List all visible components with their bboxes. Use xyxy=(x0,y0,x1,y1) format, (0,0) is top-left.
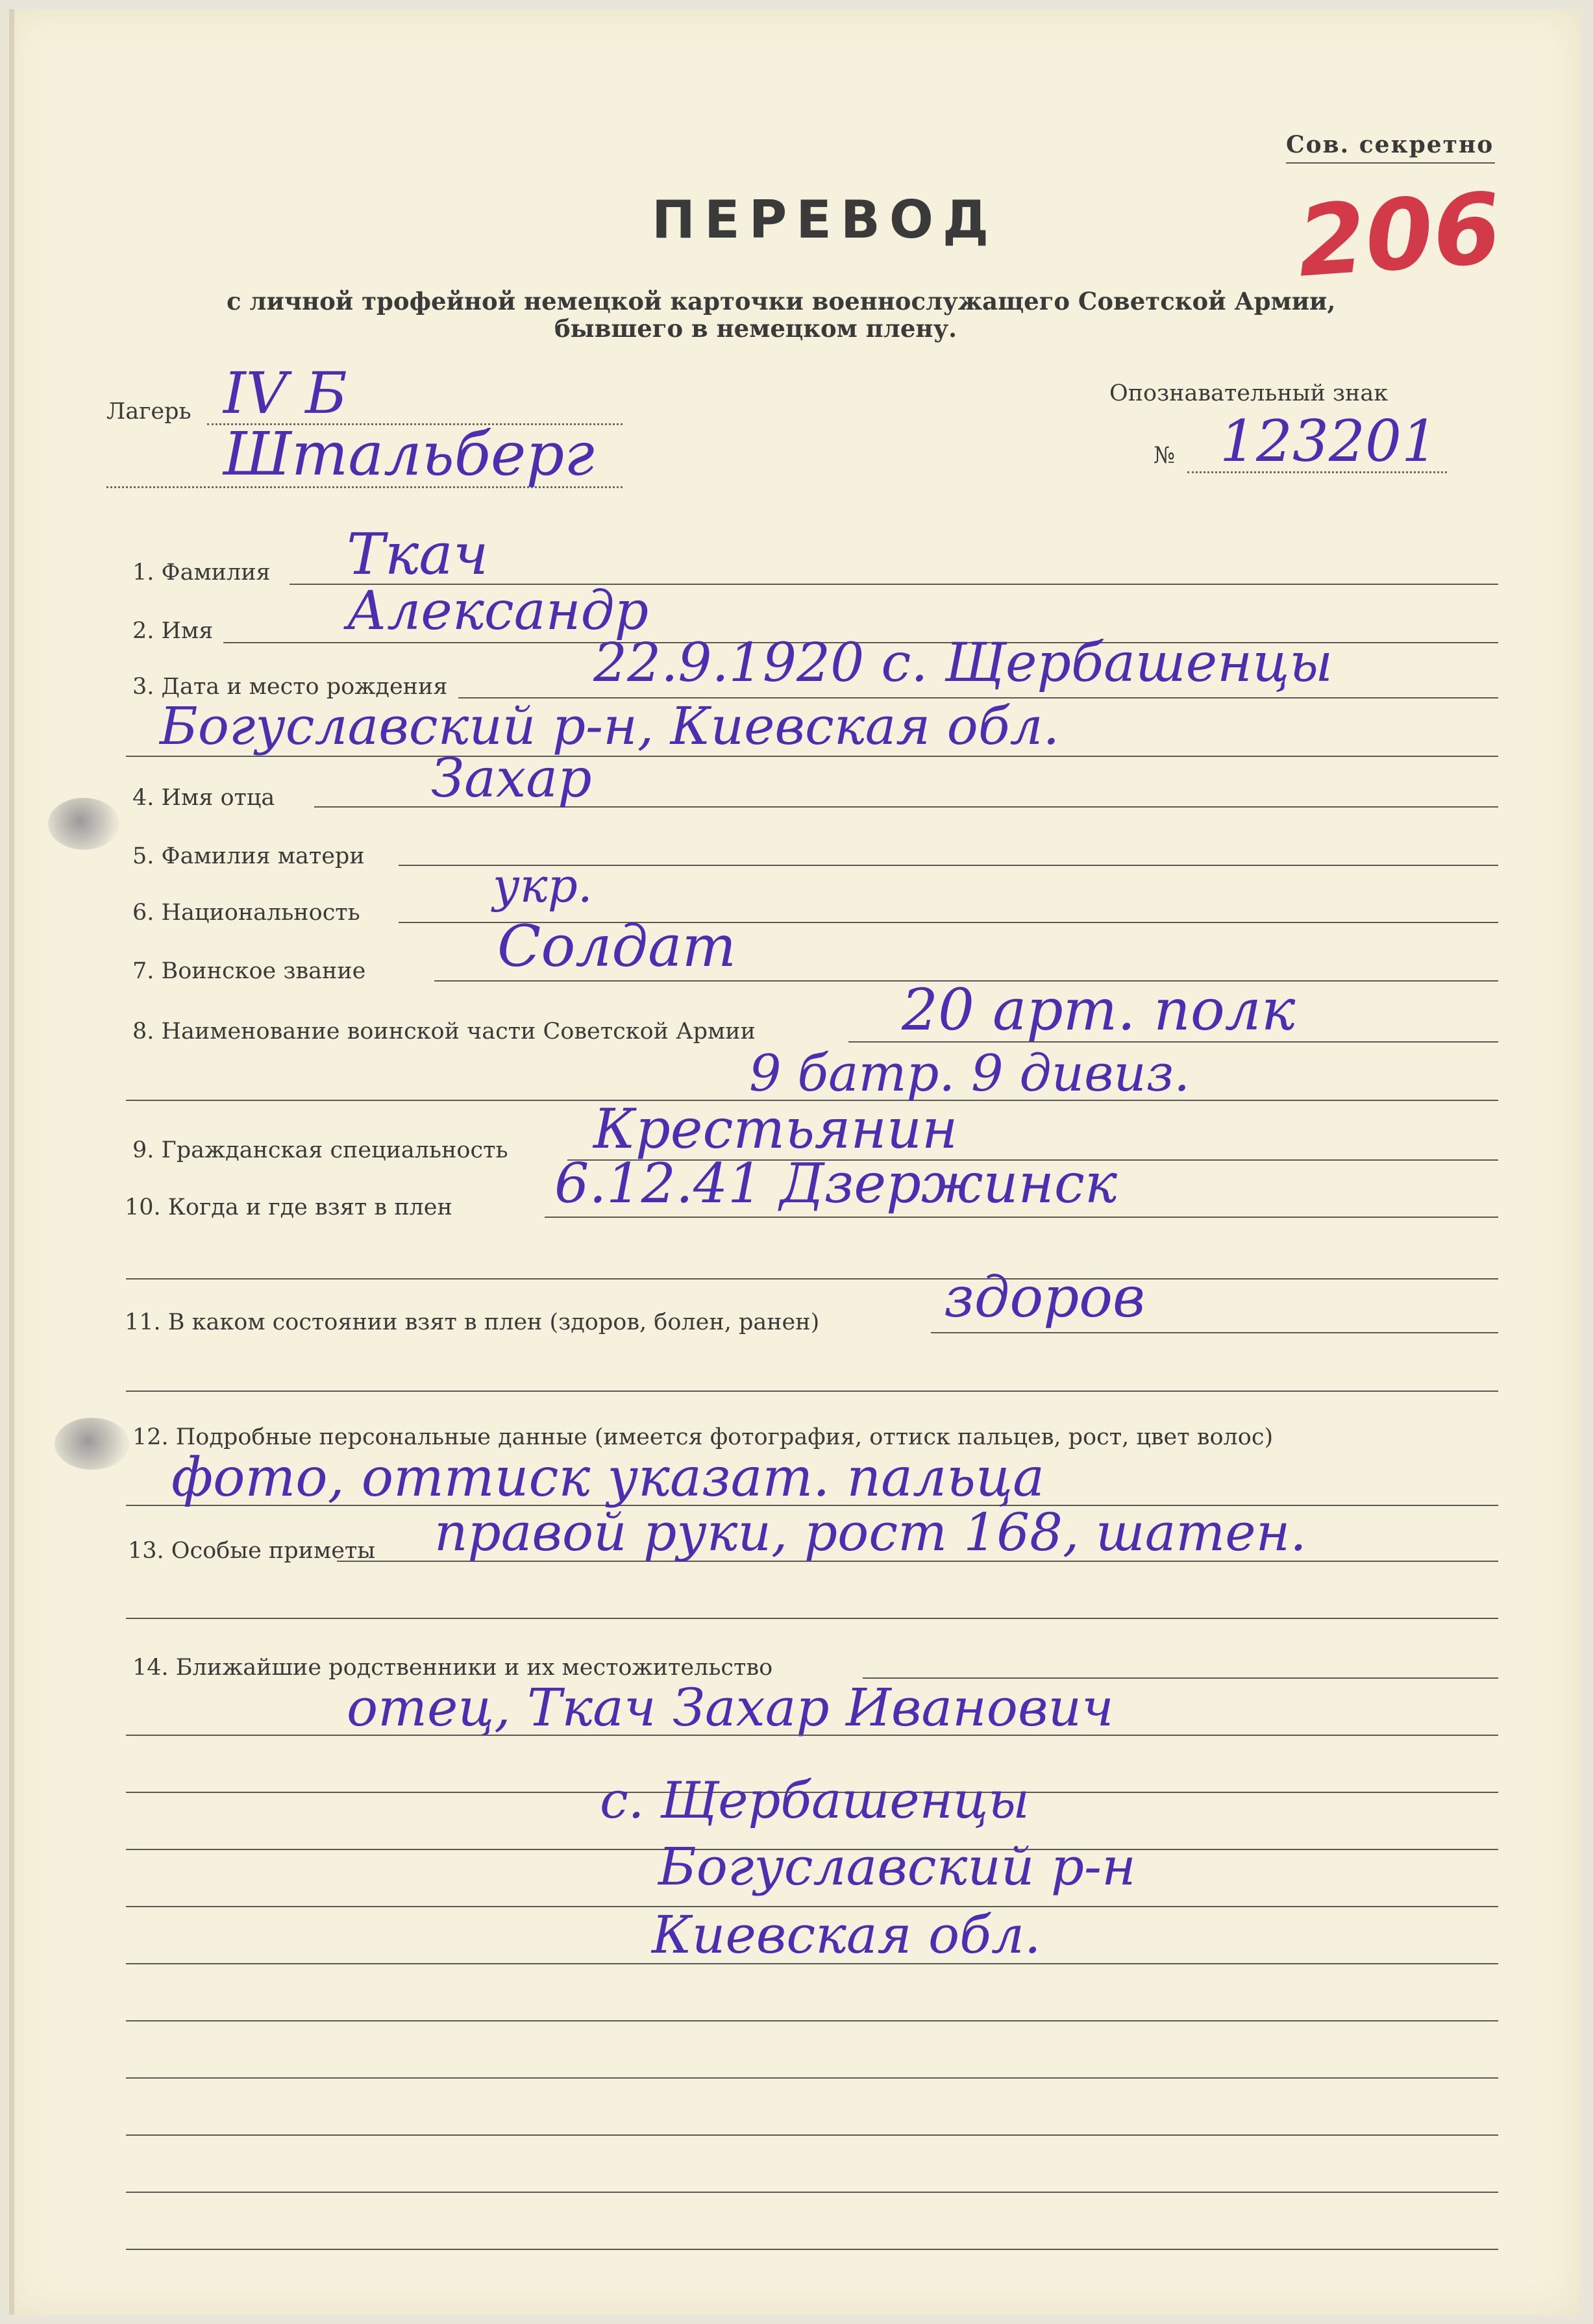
field-condition-label: 11. В каком состоянии взят в плен (здоров, болен, ранен) xyxy=(125,1309,820,1335)
field-name-value: Александр xyxy=(347,580,649,642)
tag-number-sign: № xyxy=(1154,443,1176,469)
field-birth-value-2: Богуславский р-н, Киевская обл. xyxy=(160,696,1060,756)
tag-label: Опознавательный знак xyxy=(1109,380,1389,406)
field-marks-value: правой руки, рост 168, шатен. xyxy=(434,1502,1307,1563)
field-capture-label: 10. Когда и где взят в плен xyxy=(125,1194,452,1220)
tag-value: 123201 xyxy=(1220,408,1438,475)
document-subtitle-line1: с личной трофейной немецкой карточки военнослужащего Советской Армии, xyxy=(227,287,1336,315)
field-personal-label: 12. Подробные персональные данные (имеется фотография, оттиск пальцев, рост, цвет волос) xyxy=(132,1424,1274,1450)
field-condition-line-1 xyxy=(931,1332,1498,1333)
field-condition-line-2 xyxy=(126,1391,1498,1392)
field-relatives-line-6 xyxy=(126,1963,1498,1964)
punch-hole-bottom xyxy=(55,1418,129,1470)
camp-value-1: IV Б xyxy=(223,360,347,426)
field-profession-value: Крестьянин xyxy=(593,1097,958,1161)
field-relatives-line-8 xyxy=(126,2077,1498,2079)
field-relatives-value-1: отец, Ткач Захар Иванович xyxy=(347,1677,1114,1738)
field-relatives-line-10 xyxy=(126,2192,1498,2193)
field-marks-label: 13. Особые приметы xyxy=(128,1538,376,1564)
field-capture-line-1 xyxy=(545,1217,1498,1218)
field-father-label: 4. Имя отца xyxy=(132,785,275,811)
document-title: ПЕРЕВОД xyxy=(652,190,998,250)
field-capture-value: 6.12.41 Дзержинск xyxy=(554,1152,1118,1215)
field-capture-line-2 xyxy=(126,1278,1498,1279)
field-rank-label: 7. Воинское звание xyxy=(132,958,366,984)
field-condition-value: здоров xyxy=(944,1265,1146,1330)
field-relatives-label: 14. Ближайшие родственники и их местожительство xyxy=(132,1655,773,1681)
document-subtitle-line2: бывшего в немецком плену. xyxy=(554,314,957,343)
field-personal-value: фото, оттиск указат. пальца xyxy=(171,1447,1045,1509)
secrecy-underline xyxy=(1286,162,1495,164)
field-mother-label: 5. Фамилия матери xyxy=(132,843,365,869)
field-marks-line-2 xyxy=(126,1618,1498,1619)
field-relatives-value-3: Богуславский р-н xyxy=(658,1836,1136,1897)
field-rank-value: Солдат xyxy=(497,913,737,980)
field-birth-label: 3. Дата и место рождения xyxy=(132,674,448,700)
page-edge xyxy=(9,9,14,2315)
field-nationality-label: 6. Национальность xyxy=(132,900,360,926)
field-profession-label: 9. Гражданская специальность xyxy=(132,1137,508,1163)
field-surname-label: 1. Фамилия xyxy=(132,560,271,586)
document-page xyxy=(9,9,1580,2315)
case-number: 206 xyxy=(1294,172,1505,299)
secrecy-stamp: Сов. секретно xyxy=(1286,131,1494,158)
field-unit-value-2: 9 батр. 9 дивиз. xyxy=(749,1045,1191,1103)
field-surname-value: Ткач xyxy=(347,521,489,587)
field-relatives-value-2: с. Щербашенцы xyxy=(600,1772,1030,1830)
field-relatives-line-2 xyxy=(126,1735,1498,1736)
field-unit-value-1: 20 арт. полк xyxy=(902,976,1296,1043)
punch-hole-top xyxy=(48,798,119,850)
camp-value-2: Штальберг xyxy=(223,419,595,489)
field-father-value: Захар xyxy=(431,748,592,810)
field-birth-value-1: 22.9.1920 с. Щербашенцы xyxy=(593,632,1333,694)
field-name-label: 2. Имя xyxy=(132,618,214,644)
field-unit-label: 8. Наименование воинской части Советской Армии xyxy=(132,1019,756,1045)
field-relatives-line-7 xyxy=(126,2020,1498,2021)
field-nationality-value: укр. xyxy=(493,858,593,913)
field-relatives-line-11 xyxy=(126,2249,1498,2250)
field-relatives-line-9 xyxy=(126,2134,1498,2136)
field-relatives-value-4: Киевская обл. xyxy=(652,1905,1041,1965)
camp-label: Лагерь xyxy=(106,399,191,425)
